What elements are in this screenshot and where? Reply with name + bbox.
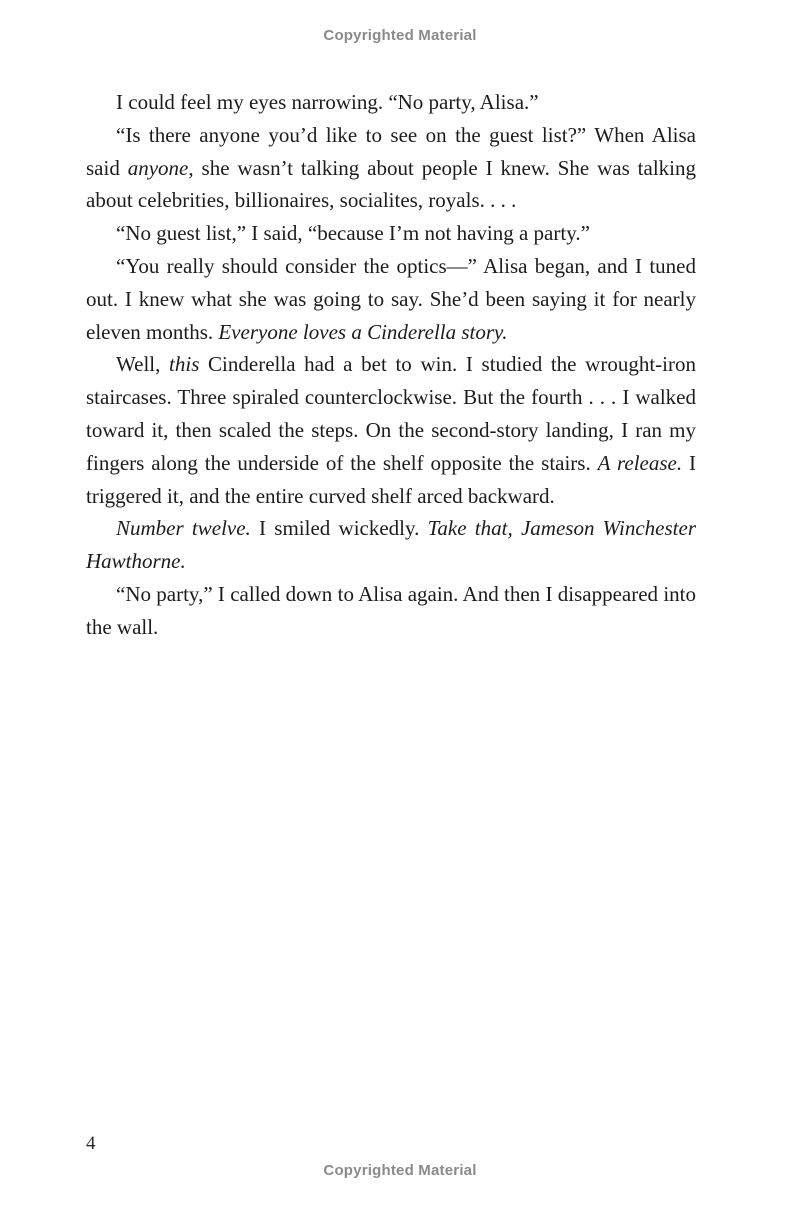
text-run: I smiled wickedly. (250, 516, 428, 541)
paragraph (86, 578, 696, 644)
text-run: I triggered it, and the entire curved shelf arced backward. (86, 450, 697, 508)
text-run: “No party,” I called down to Alisa again. And then I disappeared into the wall. (86, 581, 696, 639)
copyright-watermark-bottom: Copyrighted Material (323, 1162, 477, 1179)
paragraph (86, 119, 696, 217)
text-run: “You really should consider the optics—” Alisa began, and I tuned out. I knew what she was going to say. She’d been saying it for nearly eleven months. (86, 253, 696, 344)
italic-text: anyone (127, 155, 189, 180)
page-number: 4 (86, 1133, 96, 1154)
copyright-watermark-top: Copyrighted Material (323, 27, 477, 44)
text-run: I could feel my eyes narrowing. “No party, Alisa.” (116, 90, 539, 114)
text-run: “Is there anyone you’d like to see on the guest list?” When Alisa said (86, 122, 696, 180)
paragraph (86, 86, 696, 119)
italic-text: A release. (597, 450, 683, 475)
text-run: Cinderella had a bet to win. I studied the wrought-iron staircases. Three spiraled counterclockwise. But the fourth . . . I walked toward it, then scaled the steps. On the second-story landing, I ran my fingers along the underside of the shelf opposite the stairs. (86, 352, 696, 475)
paragraph (86, 348, 696, 512)
italic-text: Take that, Jameson Winchester Hawthorne. (86, 516, 696, 574)
paragraph (86, 250, 696, 348)
body-text (86, 86, 696, 644)
paragraph (86, 512, 696, 578)
italic-text: Everyone loves a Cinderella story. (218, 319, 508, 344)
italic-text: this (169, 352, 200, 377)
paragraph (86, 217, 696, 250)
text-run: , she wasn’t talking about people I knew. She was talking about celebrities, billionaires, socialites, royals. . . . (86, 155, 697, 213)
text-run: “No guest list,” I said, “because I’m not having a party.” (116, 221, 590, 246)
italic-text: Number twelve. (116, 516, 251, 541)
text-run: Well, (116, 352, 170, 377)
